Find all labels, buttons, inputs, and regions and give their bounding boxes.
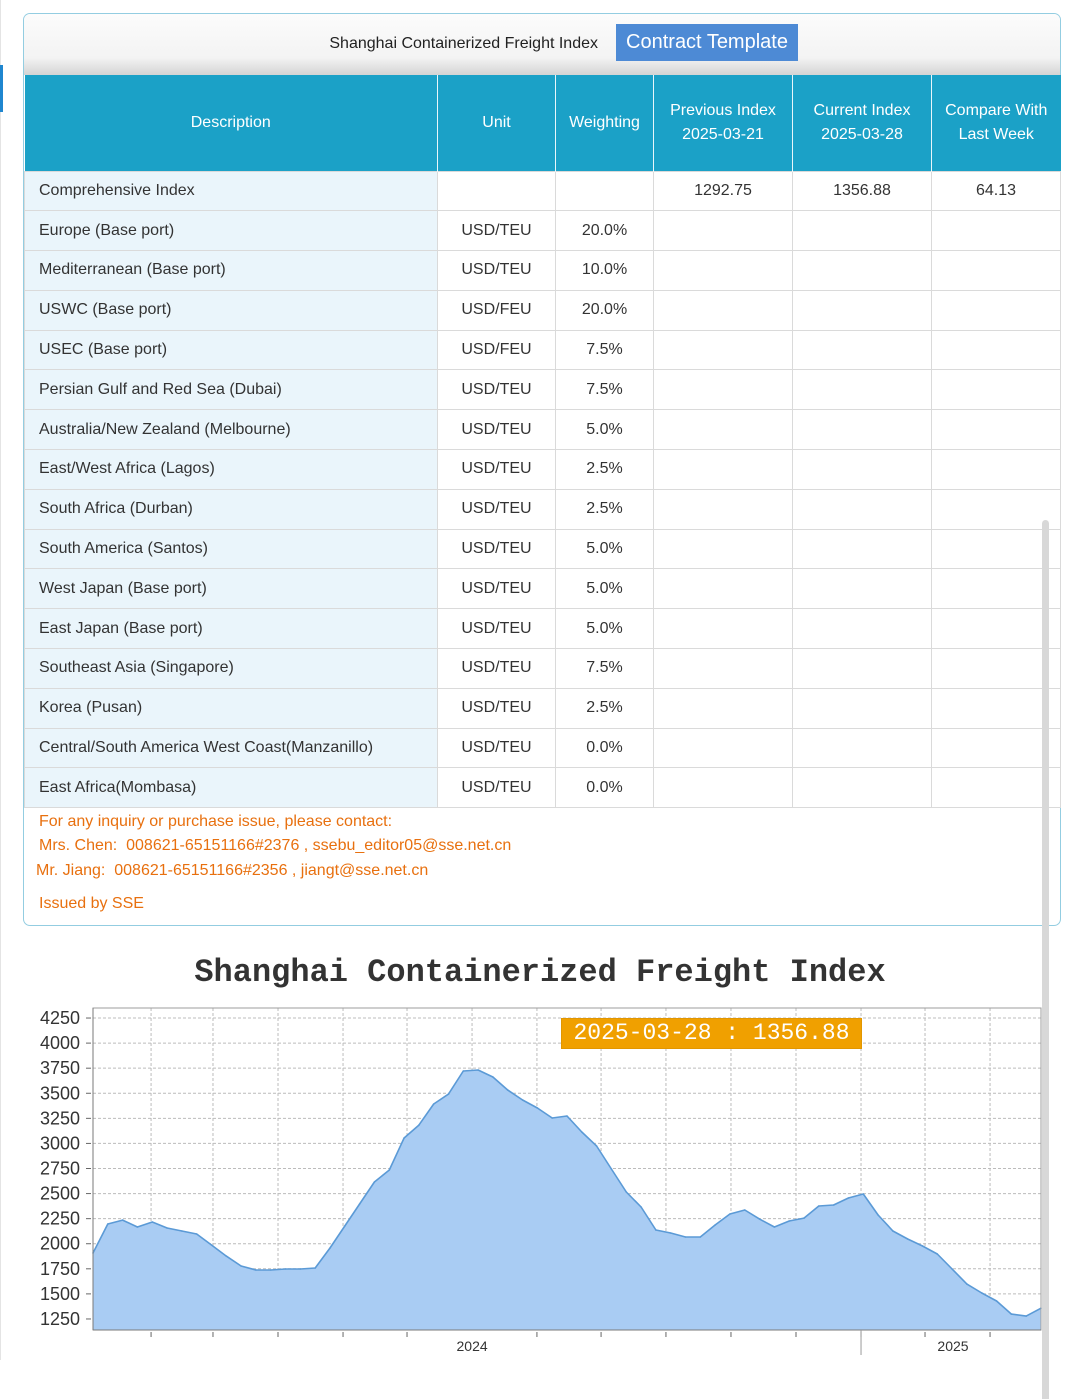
cell-unit: USD/TEU bbox=[438, 529, 556, 569]
cell-current bbox=[793, 251, 932, 291]
cell-current bbox=[793, 370, 932, 410]
data-point bbox=[788, 1220, 790, 1222]
data-point bbox=[966, 1283, 968, 1285]
weighting-header-label: Weighting bbox=[569, 113, 640, 131]
data-point bbox=[670, 1232, 672, 1234]
table-row bbox=[25, 529, 1061, 569]
cell-description: East Japan (Base port) bbox=[25, 609, 438, 649]
cell-previous bbox=[654, 768, 793, 808]
cell-current bbox=[793, 489, 932, 529]
cell-previous bbox=[654, 529, 793, 569]
table-row bbox=[25, 211, 1061, 251]
y-tick-label: 1250 bbox=[39, 1309, 80, 1329]
cell-current bbox=[793, 768, 932, 808]
cell-unit bbox=[438, 171, 556, 211]
data-point bbox=[907, 1238, 909, 1240]
cell-weighting: 5.0% bbox=[556, 410, 654, 450]
data-point bbox=[270, 1269, 272, 1271]
cell-unit: USD/TEU bbox=[438, 569, 556, 609]
data-point bbox=[611, 1168, 613, 1170]
cell-previous bbox=[654, 489, 793, 529]
cell-description: West Japan (Base port) bbox=[25, 569, 438, 609]
data-point bbox=[759, 1218, 761, 1220]
data-point bbox=[522, 1099, 524, 1101]
compare-header-line2: Last Week bbox=[958, 125, 1034, 143]
cell-unit: USD/TEU bbox=[438, 450, 556, 490]
cell-weighting: 0.0% bbox=[556, 728, 654, 768]
data-point bbox=[255, 1269, 257, 1271]
footer-contact-chen: Mrs. Chen: 008621-65151166#2376 , ssebu_editor05@sse.net.cn bbox=[39, 837, 512, 854]
data-point bbox=[107, 1223, 109, 1225]
cell-compare bbox=[932, 211, 1061, 251]
data-point bbox=[314, 1267, 316, 1269]
data-point bbox=[803, 1217, 805, 1219]
cell-description: Central/South America West Coast(Manzanillo) bbox=[25, 728, 438, 768]
cell-description: East/West Africa (Lagos) bbox=[25, 450, 438, 490]
cell-current bbox=[793, 688, 932, 728]
data-point bbox=[951, 1268, 953, 1270]
panel-title-bar bbox=[24, 14, 1060, 75]
table-header-row bbox=[25, 75, 1061, 171]
cell-previous bbox=[654, 728, 793, 768]
data-point bbox=[477, 1069, 479, 1071]
description-header-label: Description bbox=[190, 113, 271, 131]
x-tick-label: 2025 bbox=[937, 1338, 969, 1354]
data-point bbox=[181, 1230, 183, 1232]
cell-description: East Africa(Mombasa) bbox=[25, 768, 438, 808]
cell-description: USWC (Base port) bbox=[25, 290, 438, 330]
cell-description: South America (Santos) bbox=[25, 529, 438, 569]
cell-previous bbox=[654, 251, 793, 291]
cell-unit: USD/TEU bbox=[438, 410, 556, 450]
cell-weighting: 7.5% bbox=[556, 370, 654, 410]
cell-compare: 64.13 bbox=[932, 171, 1061, 211]
cell-unit: USD/TEU bbox=[438, 211, 556, 251]
table-row bbox=[25, 688, 1061, 728]
data-point bbox=[996, 1300, 998, 1302]
cell-description: South Africa (Durban) bbox=[25, 489, 438, 529]
current-index-label: Current Index bbox=[813, 101, 911, 119]
col-header-current-index bbox=[793, 75, 932, 171]
data-point bbox=[329, 1247, 331, 1249]
cell-unit: USD/TEU bbox=[438, 728, 556, 768]
chart-tooltip: 2025-03-28 : 1356.88 bbox=[561, 1018, 862, 1049]
cell-current bbox=[793, 211, 932, 251]
table-row bbox=[25, 609, 1061, 649]
y-tick-label: 3750 bbox=[39, 1058, 80, 1079]
data-point bbox=[492, 1076, 494, 1078]
cell-description: Korea (Pusan) bbox=[25, 688, 438, 728]
cell-unit: USD/FEU bbox=[438, 330, 556, 370]
col-header-compare bbox=[932, 75, 1061, 171]
table-row bbox=[25, 171, 1061, 211]
y-tick-label: 3250 bbox=[39, 1108, 80, 1129]
cell-compare bbox=[932, 330, 1061, 370]
data-point bbox=[537, 1107, 539, 1109]
data-point bbox=[596, 1145, 598, 1147]
cell-compare bbox=[932, 370, 1061, 410]
y-tick-label: 4000 bbox=[39, 1033, 80, 1054]
cell-previous bbox=[654, 410, 793, 450]
cell-compare bbox=[932, 251, 1061, 291]
cell-previous bbox=[654, 211, 793, 251]
table-row bbox=[25, 728, 1061, 768]
data-point bbox=[122, 1219, 124, 1221]
data-point bbox=[507, 1089, 509, 1091]
col-header-previous-index bbox=[654, 75, 793, 171]
footer-issued-by: Issued by SSE bbox=[39, 895, 144, 912]
y-tick-label: 2750 bbox=[39, 1158, 80, 1179]
cell-weighting: 7.5% bbox=[556, 649, 654, 689]
cell-current bbox=[793, 330, 932, 370]
data-point bbox=[833, 1204, 835, 1206]
data-point bbox=[240, 1265, 242, 1267]
data-point bbox=[344, 1225, 346, 1227]
data-point bbox=[581, 1131, 583, 1133]
cell-weighting: 10.0% bbox=[556, 251, 654, 291]
data-point bbox=[863, 1193, 865, 1195]
cell-weighting: 5.0% bbox=[556, 609, 654, 649]
data-point bbox=[137, 1226, 139, 1228]
y-tick-label: 2500 bbox=[39, 1183, 80, 1204]
cell-current bbox=[793, 529, 932, 569]
cell-description: Europe (Base port) bbox=[25, 211, 438, 251]
data-point bbox=[774, 1226, 776, 1228]
cell-description: USEC (Base port) bbox=[25, 330, 438, 370]
col-header-unit bbox=[438, 75, 556, 171]
cell-previous bbox=[654, 450, 793, 490]
data-point bbox=[685, 1236, 687, 1238]
cell-weighting: 20.0% bbox=[556, 211, 654, 251]
vertical-scrollbar[interactable] bbox=[1042, 520, 1049, 1399]
table-row bbox=[25, 251, 1061, 291]
cell-previous bbox=[654, 330, 793, 370]
data-point bbox=[403, 1137, 405, 1139]
cell-current: 1356.88 bbox=[793, 171, 932, 211]
cell-weighting: 2.5% bbox=[556, 489, 654, 529]
footer-contact-jiang: Mr. Jiang: 008621-65151166#2356 , jiangt@sse.net.cn bbox=[36, 862, 429, 879]
cell-previous bbox=[654, 290, 793, 330]
cell-weighting: 5.0% bbox=[556, 529, 654, 569]
y-tick-label: 3500 bbox=[39, 1083, 80, 1104]
data-point bbox=[744, 1209, 746, 1211]
cell-compare bbox=[932, 450, 1061, 490]
freight-index-table bbox=[24, 75, 1061, 808]
data-point bbox=[226, 1255, 228, 1257]
data-point bbox=[551, 1117, 553, 1119]
data-point bbox=[937, 1253, 939, 1255]
cell-unit: USD/TEU bbox=[438, 370, 556, 410]
cell-description: Southeast Asia (Singapore) bbox=[25, 649, 438, 689]
data-point bbox=[196, 1233, 198, 1235]
cell-current bbox=[793, 728, 932, 768]
cell-current bbox=[793, 649, 932, 689]
y-tick-label: 4250 bbox=[39, 1008, 80, 1028]
data-point bbox=[285, 1268, 287, 1270]
data-point bbox=[848, 1197, 850, 1199]
table-body bbox=[25, 171, 1061, 808]
table-row bbox=[25, 768, 1061, 808]
cell-unit: USD/TEU bbox=[438, 688, 556, 728]
data-point bbox=[374, 1181, 376, 1183]
table-row bbox=[25, 410, 1061, 450]
y-tick-label: 1500 bbox=[39, 1283, 80, 1304]
current-index-date: 2025-03-28 bbox=[821, 125, 903, 143]
data-point bbox=[418, 1124, 420, 1126]
data-point bbox=[700, 1236, 702, 1238]
cell-previous bbox=[654, 569, 793, 609]
data-point bbox=[922, 1245, 924, 1247]
data-point bbox=[300, 1268, 302, 1270]
data-point bbox=[359, 1203, 361, 1205]
cell-previous bbox=[654, 609, 793, 649]
cell-unit: USD/TEU bbox=[438, 768, 556, 808]
cell-previous: 1292.75 bbox=[654, 171, 793, 211]
data-point bbox=[714, 1224, 716, 1226]
cell-previous bbox=[654, 688, 793, 728]
table-row bbox=[25, 370, 1061, 410]
y-tick-label: 3000 bbox=[39, 1133, 80, 1154]
cell-current bbox=[793, 450, 932, 490]
previous-index-date: 2025-03-21 bbox=[682, 125, 764, 143]
panel-title: Shanghai Containerized Freight Index bbox=[329, 35, 598, 52]
chart-title: Shanghai Containerized Freight Index bbox=[194, 954, 886, 991]
cell-previous bbox=[654, 649, 793, 689]
data-point bbox=[640, 1206, 642, 1208]
cell-unit: USD/TEU bbox=[438, 489, 556, 529]
table-row bbox=[25, 450, 1061, 490]
data-point bbox=[1025, 1315, 1027, 1317]
table-header bbox=[25, 75, 1061, 171]
cell-description: Persian Gulf and Red Sea (Dubai) bbox=[25, 370, 438, 410]
x-tick-label: 2024 bbox=[456, 1338, 488, 1354]
cell-compare bbox=[932, 290, 1061, 330]
freight-index-chart[interactable] bbox=[0, 940, 1080, 1380]
cell-unit: USD/FEU bbox=[438, 290, 556, 330]
data-point bbox=[566, 1115, 568, 1117]
series-area bbox=[93, 1070, 1041, 1330]
cell-unit: USD/TEU bbox=[438, 251, 556, 291]
data-point bbox=[729, 1213, 731, 1215]
cell-unit: USD/TEU bbox=[438, 649, 556, 689]
table-row bbox=[25, 290, 1061, 330]
table-row bbox=[25, 569, 1061, 609]
y-tick-label: 1750 bbox=[39, 1258, 80, 1279]
active-section-marker bbox=[0, 65, 3, 112]
footer-inquiry-text: For any inquiry or purchase issue, please contact: bbox=[39, 813, 393, 830]
freight-index-panel bbox=[24, 14, 1060, 925]
data-point bbox=[463, 1070, 465, 1072]
contract-template-button[interactable]: Contract Template bbox=[616, 24, 798, 61]
cell-compare bbox=[932, 410, 1061, 450]
data-point bbox=[877, 1214, 879, 1216]
cell-weighting: 0.0% bbox=[556, 768, 654, 808]
data-point bbox=[389, 1169, 391, 1171]
cell-description: Comprehensive Index bbox=[25, 171, 438, 211]
table-row bbox=[25, 649, 1061, 689]
unit-header-label: Unit bbox=[482, 113, 511, 131]
data-point bbox=[655, 1229, 657, 1231]
y-tick-label: 2250 bbox=[39, 1208, 80, 1229]
cell-current bbox=[793, 290, 932, 330]
data-point bbox=[981, 1292, 983, 1294]
cell-weighting bbox=[556, 171, 654, 211]
cell-weighting: 2.5% bbox=[556, 688, 654, 728]
cell-current bbox=[793, 609, 932, 649]
table-row bbox=[25, 330, 1061, 370]
cell-current bbox=[793, 569, 932, 609]
cell-weighting: 20.0% bbox=[556, 290, 654, 330]
data-point bbox=[626, 1191, 628, 1193]
cell-description: Australia/New Zealand (Melbourne) bbox=[25, 410, 438, 450]
data-point bbox=[1011, 1313, 1013, 1315]
previous-index-label: Previous Index bbox=[670, 101, 776, 119]
data-point bbox=[166, 1227, 168, 1229]
data-point bbox=[448, 1093, 450, 1095]
data-point bbox=[818, 1205, 820, 1207]
data-point bbox=[433, 1103, 435, 1105]
cell-weighting: 7.5% bbox=[556, 330, 654, 370]
col-header-description bbox=[25, 75, 438, 171]
cell-weighting: 2.5% bbox=[556, 450, 654, 490]
cell-previous bbox=[654, 370, 793, 410]
data-point bbox=[152, 1221, 154, 1223]
cell-current bbox=[793, 410, 932, 450]
col-header-weighting bbox=[556, 75, 654, 171]
cell-unit: USD/TEU bbox=[438, 609, 556, 649]
y-tick-label: 2000 bbox=[39, 1233, 80, 1254]
table-row bbox=[25, 489, 1061, 529]
data-point bbox=[211, 1244, 213, 1246]
cell-description: Mediterranean (Base port) bbox=[25, 251, 438, 291]
compare-header-line1: Compare With bbox=[945, 101, 1048, 119]
cell-weighting: 5.0% bbox=[556, 569, 654, 609]
data-point bbox=[892, 1230, 894, 1232]
